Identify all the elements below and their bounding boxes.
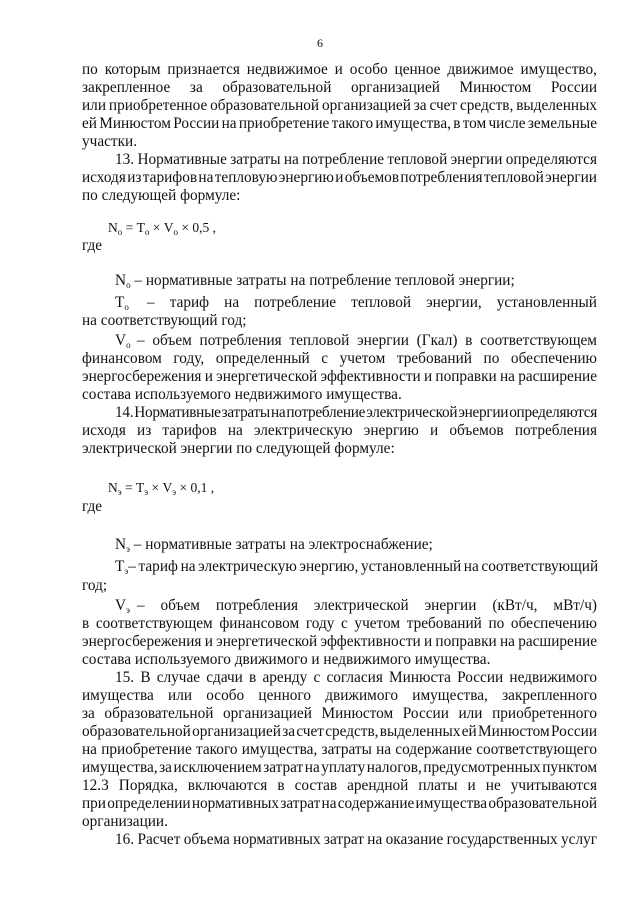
def-n-electric [115,536,597,554]
def-t-electric [115,558,597,576]
formula-heat [108,219,623,237]
text-line: год; [82,577,108,594]
page-number: 6 [317,36,323,50]
text-line: 12.3 Порядка, включаются в состав арендной платы и не учитываются [82,777,597,794]
text-line: образовательной организацией за счет средств, выделенных ей Минюстом России [82,723,597,740]
op: × [148,480,163,495]
text-line: по следующей формуле: [82,187,241,204]
text-line: имущества, за исключением затрат на уплату налогов, предусмотренных пунктом [82,759,597,776]
text-line: энергосбережения и энергетической эффективности и поправки на расширение [82,368,597,385]
eq: = [122,220,137,235]
var: $T_о$ [115,294,129,312]
def-text: – тариф на потребление тепловой энергии, установленный [147,294,597,311]
text-line: исходя из тарифов на электрическую энергию и объемов потребления [82,422,597,439]
paragraph-14-start: 14. Нормативные затраты на потребление электрической энергии определяются [115,404,597,421]
where-label: где [82,237,103,254]
var: $T_э$ [115,558,129,576]
text-line: состава используемого движимого и недвижимого имущества. [82,651,491,668]
var: T [136,480,145,495]
text-line: участки. [82,133,138,150]
paragraph-15-start: 15. В случае сдачи в аренду с согласия Минюста России недвижимого [115,669,597,686]
tail: × 0,1 , [176,480,215,495]
def-n-heat [115,272,597,290]
text-line: организации. [82,813,168,830]
eq: = [121,480,136,495]
text-line: на приобретение такого имущества, затраты на содержание соответствующего [82,741,597,758]
def-text: – объем потребления электрической энергии (кВт/ч, мВт/ч) [137,597,597,614]
var: T [136,220,145,235]
paragraph-16-start: 16. Расчет объема нормативных затрат на оказание государственных услуг [115,831,597,848]
text-line: электрической энергии по следующей формуле: [82,440,395,457]
text-line: энергосбережения и энергетической эффективности и поправки на расширение [82,633,597,650]
var: V [163,220,174,235]
sub: э [117,487,122,497]
text-line: исходя из тарифов на тепловую энергию и объемов потребления тепловой энергии [82,169,597,186]
sub: о [126,280,131,290]
var: N [108,480,118,495]
op: × [149,220,164,235]
var: N [115,536,127,553]
formula-electric [108,479,623,497]
def-text: – тариф на электрическую энергию, установленный на соответствующий [128,558,599,575]
sub: о [173,227,178,237]
sub: э [126,544,130,554]
text-line: за образовательной организацией Минюстом России или приобретенного [82,705,597,722]
text-line: состава используемого недвижимого имущества. [82,386,402,403]
def-text: – объем потребления тепловой энергии (Гкал) в соответствующем [137,332,597,349]
paragraph-13-start: 13. Нормативные затраты на потребление тепловой энергии определяются [115,151,597,168]
def-t-heat [115,294,597,312]
text-line: по которым признается недвижимое и особо ценное движимое имущество, [82,61,597,78]
where-label: где [82,498,103,515]
var: $V_э$ [115,597,130,615]
text-line: ей Минюстом России на приобретение такого имущества, в том числе земельные [82,115,597,132]
var: V [162,480,173,495]
sub: э [172,487,177,497]
tail: × 0,5 , [178,220,216,235]
var: N [115,272,127,289]
var: $V_о$ [115,332,131,350]
def-v-electric [115,597,597,615]
text-line: в соответствующем финансовом году с учетом требований по обеспечению [82,615,597,632]
text-line: финансовом году, определенный с учетом требований по обеспечению [82,350,597,367]
var: N [108,220,118,235]
text-line: имущества или особо ценного движимого имущества, закрепленного [82,687,597,704]
def-v-heat [115,332,597,350]
sub: о [117,227,123,237]
text-line: или приобретенное образовательной организацией за счет средств, выделенных [82,97,597,114]
def-text: – нормативные затраты на электроснабжение; [129,536,433,553]
text-line: на соответствующий год; [82,312,247,329]
sub: э [144,487,149,497]
text-line: закрепленное за образовательной организацией Минюстом России [82,79,597,96]
sub: о [144,227,150,237]
def-text: – нормативные затраты на потребление тепловой энергии; [130,272,515,289]
text-line: при определении нормативных затрат на содержание имущества образовательной [82,795,597,812]
